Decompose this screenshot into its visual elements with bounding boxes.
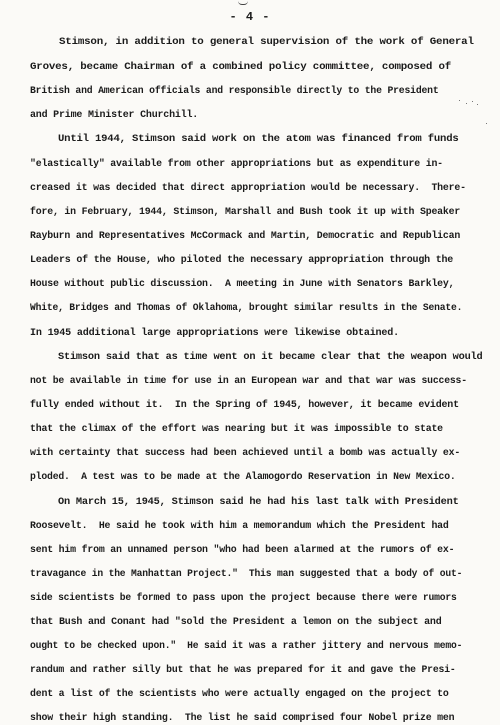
text-line: that Bush and Conant had "sold the President a lemon on the subject and	[30, 616, 442, 628]
text-line: Roosevelt. He said he took with him a memorandum which the President had	[30, 520, 449, 532]
text-line: In 1945 additional large appropriations were likewise obtained.	[30, 327, 399, 339]
paper-speck	[459, 100, 460, 101]
text-line: ploded. A test was to be made at the Alamogordo Reservation in New Mexico.	[30, 471, 456, 483]
text-line: White, Bridges and Thomas of Oklahoma, brought similar results in the Senate.	[30, 302, 463, 314]
paper-speck	[477, 104, 478, 105]
text-line: randum and rather silly but that he was prepared for it and gave the Presi-	[30, 664, 456, 676]
text-line: Rayburn and Representatives McCormack and Martin, Democratic and Republican	[30, 230, 461, 242]
text-line: that the climax of the effort was nearing but it was impossible to state	[30, 423, 443, 435]
text-line: fore, in February, 1944, Stimson, Marshall and Bush took it up with Speaker	[30, 206, 461, 218]
text-line: Leaders of the House, who piloted the necessary appropriation through the	[30, 254, 454, 266]
text-line: creased it was decided that direct appropriation would be necessary. There-	[30, 182, 466, 194]
text-line: and Prime Minister Churchill.	[30, 109, 199, 121]
text-line: not be available in time for use in an European war and that war was success-	[30, 375, 467, 387]
text-line: Stimson, in addition to general supervision of the work of General	[59, 36, 474, 48]
text-line: Stimson said that as time went on it became clear that the weapon would	[58, 351, 483, 363]
text-line: Groves, became Chairman of a combined policy committee, composed of	[30, 61, 452, 73]
paper-speck	[466, 103, 467, 104]
text-line: side scientists be formed to pass upon the project because there were rumors	[30, 592, 457, 604]
text-line: sent him from an unnamed person "who had been alarmed at the rumors of ex-	[30, 544, 455, 556]
text-line: fully ended without it. In the Spring of 1945, however, it became evident	[30, 399, 459, 411]
paper-speck	[472, 101, 473, 102]
text-line: "elastically" available from other appropriations but as expenditure in-	[30, 158, 443, 170]
text-line: with certainty that success had been achieved until a bomb was actually ex-	[30, 447, 461, 459]
text-line: dent a list of the scientists who were actually engaged on the project to	[30, 688, 449, 700]
text-line: Until 1944, Stimson said work on the atom was financed from funds	[58, 133, 459, 145]
page-top-mark	[238, 1, 248, 5]
paper-speck	[486, 123, 487, 124]
page-number: - 4 -	[229, 10, 271, 24]
text-line: British and American officials and responsible directly to the President	[30, 85, 439, 97]
text-line: travagance in the Manhattan Project." This man suggested that a body of out-	[30, 568, 463, 580]
text-line: show their high standing. The list he said comprised four Nobel prize men	[30, 712, 455, 724]
text-line: On March 15, 1945, Stimson said he had his last talk with President	[58, 496, 459, 508]
text-line: ought to be checked upon." He said it was a rather jittery and nervous memo-	[30, 640, 463, 652]
text-line: House without public discussion. A meeting in June with Senators Barkley,	[30, 278, 455, 290]
